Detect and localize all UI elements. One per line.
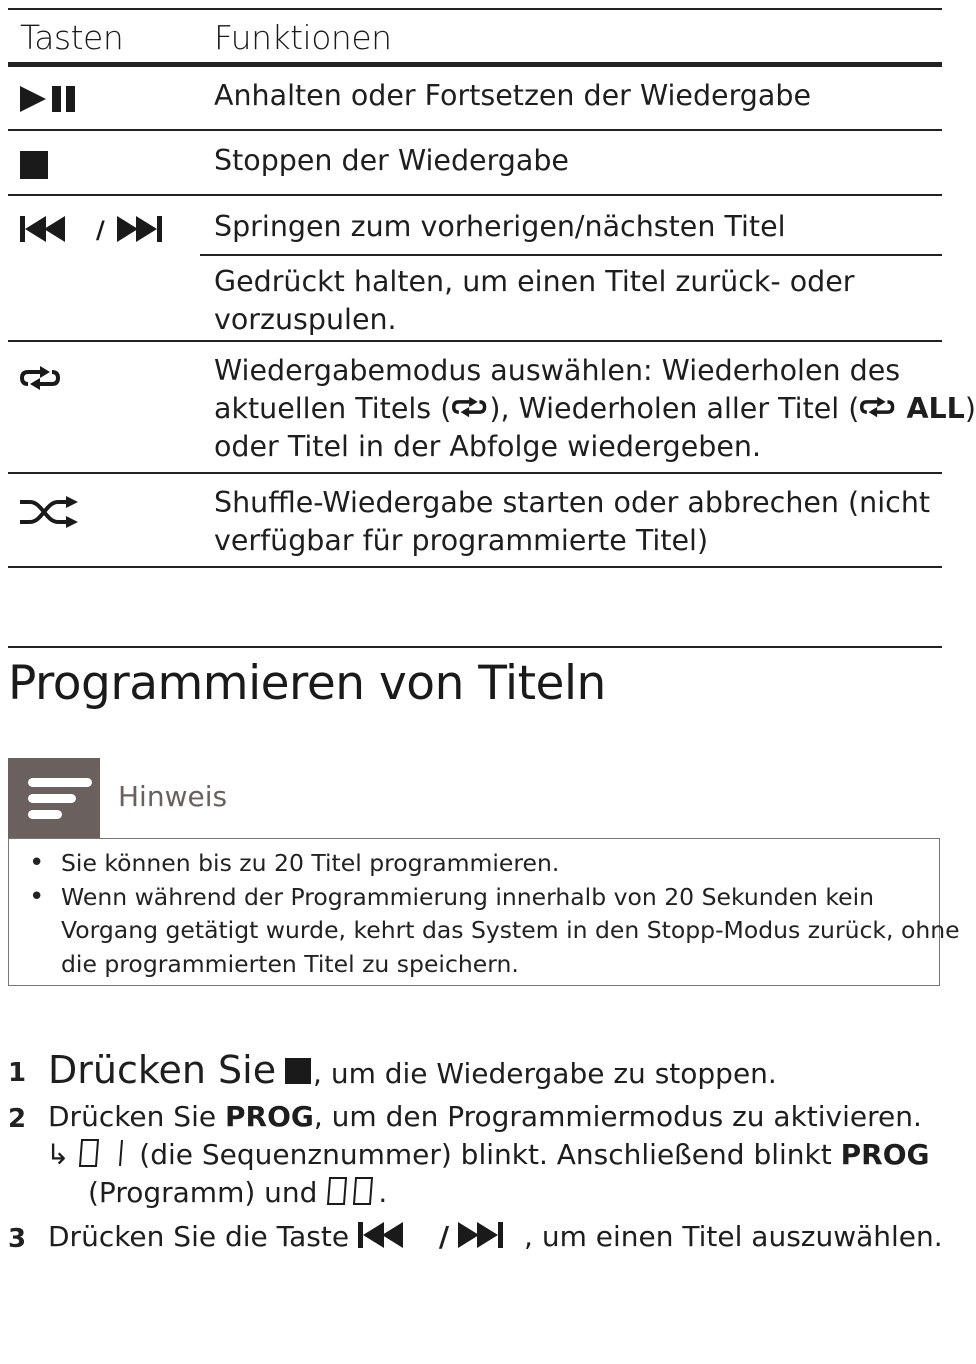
repeat-all-label: ALL (906, 392, 965, 425)
step-result-cont (88, 1176, 387, 1213)
note-title: Hinweis (118, 780, 228, 813)
table-row (8, 342, 976, 474)
text-fragment: (die Sequenznummer) blinkt. Anschließend blinkt (139, 1138, 841, 1171)
list-item (29, 881, 960, 982)
text-fragment: ) (964, 392, 976, 425)
result-arrow-icon: ↳ (46, 1138, 70, 1171)
note-list (29, 847, 960, 981)
section-rule (8, 646, 942, 648)
row-description-hold: Gedrückt halten, um einen Titel zurück- oder (214, 265, 855, 298)
step-text (48, 1048, 777, 1093)
stop-icon (20, 151, 50, 185)
header-keys: Tasten (20, 18, 124, 57)
text-fragment: , um einen Titel auszuwählen. (524, 1220, 943, 1253)
bullet-icon: • (29, 881, 45, 912)
header-functions: Funktionen (214, 18, 392, 57)
row-description: Anhalten oder Fortsetzen der Wiedergabe (214, 79, 811, 112)
step-number: 3 (8, 1224, 27, 1254)
list-item (29, 847, 960, 881)
section-title: Programmieren von Titeln (8, 656, 606, 711)
text-fragment: (Programm) und (88, 1176, 318, 1209)
stop-icon (285, 1058, 313, 1093)
step-text (48, 1220, 943, 1256)
step-number: 1 (8, 1058, 27, 1088)
sub-row-rule (200, 254, 942, 256)
note-line: Wenn während der Programmierung innerhalb von 20 Sekunden kein (61, 882, 875, 911)
row-description-hold-2: vorzuspulen. (214, 303, 397, 336)
text-fragment: Drücken Sie die Taste (48, 1220, 358, 1253)
text-fragment: ), Wiederholen aller Titel ( (489, 392, 860, 425)
text-fragment: Drücken Sie (48, 1100, 225, 1133)
repeat-icon (451, 391, 489, 429)
note-box (8, 838, 960, 986)
text-fragment: , um die Wiedergabe zu stoppen. (313, 1057, 777, 1090)
bullet-icon: • (29, 848, 45, 878)
repeat-icon (20, 364, 62, 396)
table-row (8, 67, 942, 131)
table-row (8, 196, 942, 342)
next-icon (458, 1221, 524, 1256)
keys-table (8, 8, 976, 568)
shuffle-icon (20, 496, 80, 532)
text-fragment: Drücken Sie (48, 1048, 277, 1092)
play-pause-icon (20, 85, 82, 117)
row-description-line1: Wiedergabemodus auswählen: Wiederholen des (214, 354, 901, 387)
key-separator: / (438, 1220, 450, 1253)
note-line: die programmierten Titel zu speichern. (61, 949, 519, 978)
note-icon (8, 758, 100, 838)
note-line: Vorgang getätigt wurde, kehrt das System in den Stopp-Modus zurück, ohne (61, 916, 960, 944)
row-description-line1: Shuffle-Wiedergabe starten oder abbrechen (nicht (214, 486, 931, 519)
prog-key-label: PROG (224, 1100, 314, 1133)
step-number: 2 (8, 1104, 27, 1134)
text-fragment: aktuellen Titels ( (214, 392, 452, 425)
row-description: Stoppen der Wiedergabe (214, 144, 569, 177)
table-row (8, 474, 942, 568)
repeat-icon (859, 391, 897, 429)
row-description-line2 (214, 390, 976, 429)
step-result (46, 1138, 930, 1175)
row-description: Springen zum vorherigen/nächsten Titel (214, 210, 786, 243)
text-fragment: . (378, 1176, 388, 1209)
text-fragment: , um den Programmiermodus zu aktivieren. (313, 1100, 922, 1133)
prog-key-label: PROG (840, 1138, 930, 1171)
row-description-line3: oder Titel in der Abfolge wiedergeben. (214, 430, 762, 463)
row-description-line2: verfügbar für programmierte Titel) (214, 524, 709, 557)
note-line: Sie können bis zu 20 Titel programmieren. (61, 849, 560, 877)
table-row (8, 131, 942, 196)
previous-icon (358, 1221, 430, 1256)
table-header (8, 10, 942, 67)
step-text (48, 1100, 922, 1133)
lcd-display-00 (326, 1176, 378, 1213)
note-header (8, 758, 942, 838)
lcd-display-01 (78, 1138, 130, 1175)
key-separator: / (96, 216, 105, 244)
